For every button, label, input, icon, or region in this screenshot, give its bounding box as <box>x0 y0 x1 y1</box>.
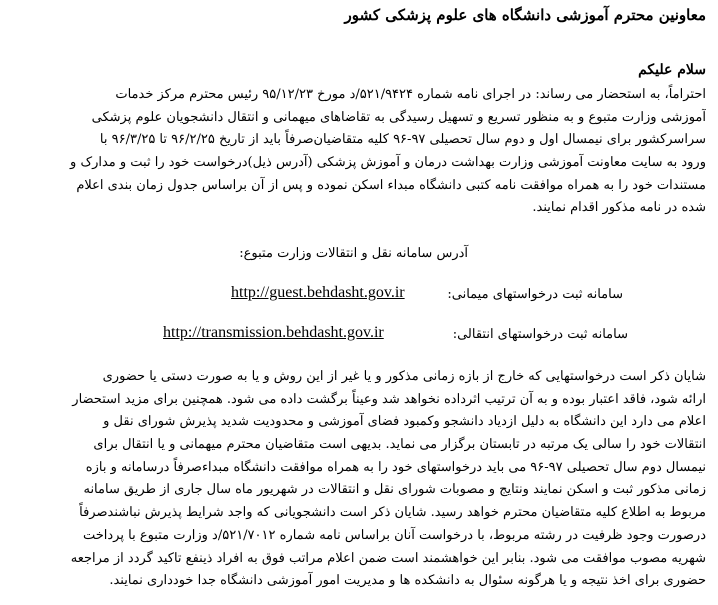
paragraph-line: نیمسال دوم سال تحصیلی ۹۷-۹۶ می باید درخواستهای خود را به همراه موافقت دانشگاه مبداءصرفاً درسامانه و بازه <box>85 459 706 475</box>
paragraph-line: حضوری برای اخذ نتیجه و یا هرگونه سئوال به دانشکده ها و مدیریت امور آموزشی دانشگاه جدا خودداری نمایند. <box>109 573 706 589</box>
transfer-system-link[interactable]: http://transmission.behdasht.gov.ir <box>163 324 384 341</box>
paragraph-line: مربوط به اطلاع کلیه متقاضیان محترم خواهد رسید. شایان ذکر است دانشجویانی که واجد شرایط پذیرش نباشندصرفاً <box>79 505 706 521</box>
paragraph-line: درصورت وجود ظرفیت در رشته مربوط، با درخواست آنان براساس نامه شماره ۵۲۱/۷۰۱۲/د وزارت متبوع با پرداخت <box>82 527 706 543</box>
greeting: سلام علیکم <box>638 62 706 78</box>
notes-paragraph <box>12 366 706 602</box>
paragraph-line: ارائه شود، فاقد اعتبار بوده و به آن ترتیب اثرداده نخواهد شد وعیناً برگشت داده می شود. همچنین برای مزید استحضار <box>72 391 706 407</box>
paragraph-line: شایان ذکر است درخواستهایی که خارج از بازه زمانی مذکور و یا غیر از این روش و یا به صورت دستی یا حضوری <box>102 369 706 384</box>
transfer-system-label: سامانه ثبت درخواستهای انتقالی: <box>452 327 628 342</box>
paragraph-line: زمانی مذکور ثبت و اسکن نمایند ونتایج و مصوبات شورای نقل و انتقالات در شهریور ماه سال جاری از طریق سامانه <box>83 482 706 498</box>
letter-title: معاونین محترم آموزشی دانشگاه های علوم پزشکی کشور <box>344 6 706 24</box>
paragraph-line: آموزشی وزارت متبوع و به منظور تسریع و تسهیل رسیدگی به تقاضاهای میهمانی و انتقال دانشجویان علوم پزشکی <box>91 109 706 125</box>
paragraph-line: شده در نامه مذکور اقدام نمایند. <box>532 200 706 216</box>
guest-system-link[interactable]: http://guest.behdasht.gov.ir <box>231 284 405 301</box>
paragraph-line: شهریه مصوب موافقت می شود. بنابر این خواهشمند است ضمن اعلام مراتب فوق به افراد ذینفع تاکید گردد از مراجعه <box>70 550 706 566</box>
paragraph-line: انتقالات خود را سالی یک مرتبه در تابستان برگزار می نماید. بدیهی است متقاضیان محترم میهمانی و یا انتقال برای <box>93 437 706 453</box>
paragraph-line: مستندات خود را به همراه موافقت نامه کتبی دانشگاه مبداء اسکن نموده و پس از آن براساس جدول زمان بندی اعلام <box>76 177 706 193</box>
paragraph-line: احتراماً، به استحضار می رساند: در اجرای نامه شماره ۵۲۱/۹۴۲۴/د مورخ ۹۵/۱۲/۲۳ رئیس محترم مرکز خدمات <box>115 87 706 102</box>
address-heading: آدرس سامانه نقل و انتقالات وزارت متبوع: <box>239 246 468 261</box>
paragraph-line: اعلام می دارد این دانشگاه به دلیل ازدیاد دانشجو وکمبود فضای آموزشی و محدودیت شدید پذیرش شورای نقل و <box>103 414 706 430</box>
guest-system-label: سامانه ثبت درخواستهای میمانی: <box>447 287 623 302</box>
paragraph-line: سراسرکشور برای نیمسال اول و دوم سال تحصیلی ۹۷-۹۶ کلیه متقاضیان‌صرفاً باید از تاریخ ۹۶/۲/۲۵ تا ۹۶/۳/۲۵ با <box>99 132 706 148</box>
intro-paragraph <box>12 84 706 226</box>
paragraph-line: ورود به سایت معاونت آموزشی وزارت بهداشت درمان و آموزش پزشکی (آدرس ذیل)درخواست خود را ثبت و مدارک و <box>70 155 706 171</box>
